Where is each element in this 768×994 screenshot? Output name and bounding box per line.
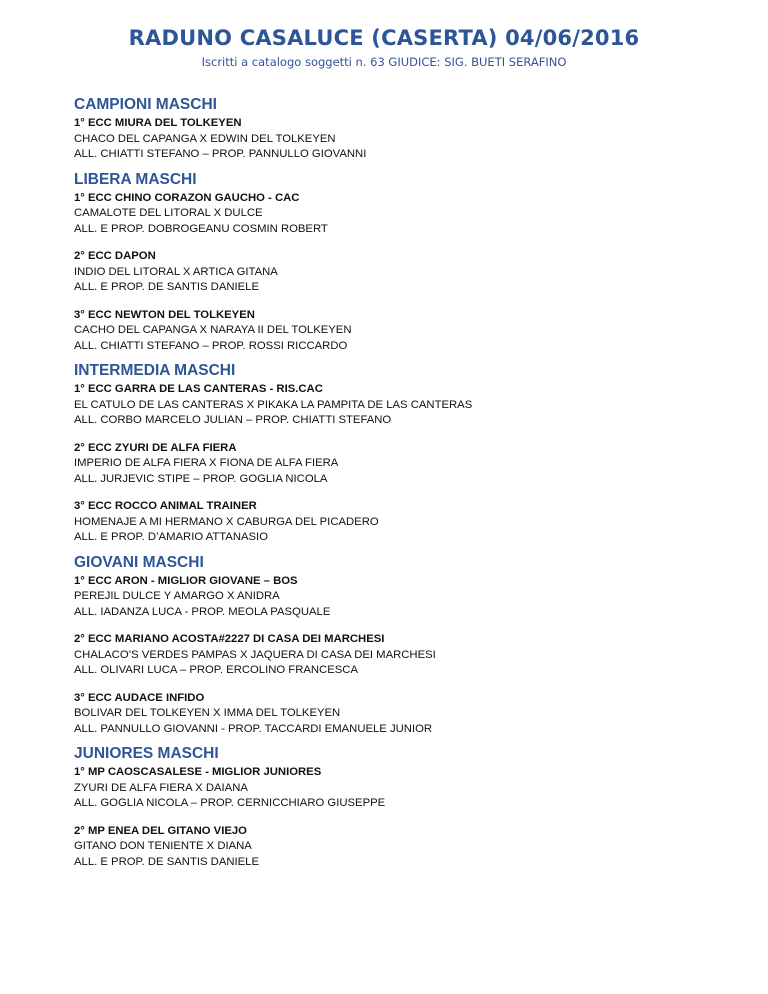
owner-line: ALL. E PROP. DOBROGEANU COSMIN ROBERT	[74, 222, 328, 235]
award-line: 1° ECC GARRA DE LAS CANTERAS - RIS.CAC	[74, 383, 323, 395]
parents-line: CHACO DEL CAPANGA X EDWIN DEL TOLKEYEN	[74, 132, 336, 145]
page-subtitle: Iscritti a catalogo soggetti n. 63 GIUDICE: SIG. BUETI SERAFINO	[201, 55, 567, 69]
section-title: LIBERA MASCHI	[74, 170, 197, 188]
award-line: 2° ECC ZYURI DE ALFA FIERA	[74, 441, 237, 454]
results-list	[74, 96, 754, 878]
page-title: RADUNO CASALUCE (CASERTA) 04/06/2016	[128, 26, 640, 50]
award-line: 1° MP CAOSCASALESE - MIGLIOR JUNIORES	[74, 766, 322, 778]
parents-line: GITANO DON TENIENTE X DIANA	[74, 840, 252, 852]
award-line: 2° ECC DAPON	[74, 250, 156, 262]
parents-line: ZYURI DE ALFA FIERA X DAIANA	[74, 781, 248, 794]
owner-line: ALL. E PROP. DE SANTIS DANIELE	[74, 855, 260, 868]
parents-line: IMPERIO DE ALFA FIERA X FIONA DE ALFA FIERA	[74, 457, 339, 469]
award-line: 2° ECC MARIANO ACOSTA#2227 DI CASA DEI MARCHESI	[74, 633, 385, 645]
award-line: 3° ECC NEWTON DEL TOLKEYEN	[74, 308, 255, 321]
list-item	[74, 382, 754, 429]
list-item	[74, 765, 754, 812]
owner-line: ALL. IADANZA LUCA - PROP. MEOLA PASQUALE	[74, 605, 331, 618]
parents-line: CHALACO’S VERDES PAMPAS X JAQUERA DI CASA DEI MARCHESI	[74, 648, 436, 661]
award-line: 1° ECC MIURA DEL TOLKEYEN	[74, 117, 242, 129]
section-juniores-maschi	[74, 745, 754, 870]
parents-line: PEREJIL DULCE Y AMARGO X ANIDRA	[74, 590, 280, 602]
list-item	[74, 499, 754, 546]
parents-line: CACHO DEL CAPANGA X NARAYA II DEL TOLKEYEN	[74, 324, 352, 336]
owner-line: ALL. OLIVARI LUCA – PROP. ERCOLINO FRANCESCA	[74, 664, 358, 676]
parents-line: INDIO DEL LITORAL X ARTICA GITANA	[74, 265, 278, 278]
owner-line: ALL. GOGLIA NICOLA – PROP. CERNICCHIARO GIUSEPPE	[74, 797, 386, 809]
owner-line: ALL. E PROP. D’AMARIO ATTANASIO	[74, 531, 268, 543]
parents-line: CAMALOTE DEL LITORAL X DULCE	[74, 207, 263, 219]
section-intermedia-maschi	[74, 362, 754, 546]
parents-line: HOMENAJE A MI HERMANO X CABURGA DEL PICADERO	[74, 515, 379, 528]
section-title: INTERMEDIA MASCHI	[74, 362, 236, 379]
owner-line: ALL. JURJEVIC STIPE – PROP. GOGLIA NICOLA	[74, 472, 328, 485]
award-line: 3° ECC ROCCO ANIMAL TRAINER	[74, 500, 257, 512]
list-item	[74, 191, 754, 238]
list-item	[74, 574, 754, 621]
award-line: 1° ECC CHINO CORAZON GAUCHO - CAC	[74, 191, 300, 204]
section-title: JUNIORES MASCHI	[74, 745, 219, 762]
award-line: 1° ECC ARON - MIGLIOR GIOVANE – BOS	[74, 574, 298, 587]
section-title: GIOVANI MASCHI	[74, 553, 204, 571]
section-title: CAMPIONI MASCHI	[74, 96, 217, 113]
list-item	[74, 308, 754, 355]
award-line: 3° ECC AUDACE INFIDO	[74, 691, 205, 704]
owner-line: ALL. CORBO MARCELO JULIAN – PROP. CHIATTI STEFANO	[74, 414, 392, 426]
list-item	[74, 116, 754, 163]
list-item	[74, 441, 754, 488]
owner-line: ALL. E PROP. DE SANTIS DANIELE	[74, 281, 260, 293]
owner-line: ALL. CHIATTI STEFANO – PROP. PANNULLO GIOVANNI	[74, 148, 367, 160]
list-item	[74, 632, 754, 679]
section-campioni-maschi	[74, 96, 754, 163]
owner-line: ALL. CHIATTI STEFANO – PROP. ROSSI RICCARDO	[74, 339, 348, 352]
section-giovani-maschi	[74, 554, 754, 738]
list-item	[74, 249, 754, 296]
parents-line: EL CATULO DE LAS CANTERAS X PIKAKA LA PAMPITA DE LAS CANTERAS	[74, 398, 473, 411]
award-line: 2° MP ENEA DEL GITANO VIEJO	[74, 824, 247, 837]
parents-line: BOLIVAR DEL TOLKEYEN X IMMA DEL TOLKEYEN	[74, 707, 341, 719]
section-libera-maschi	[74, 171, 754, 355]
list-item	[74, 824, 754, 871]
list-item	[74, 691, 754, 738]
owner-line: ALL. PANNULLO GIOVANNI - PROP. TACCARDI EMANUELE JUNIOR	[74, 722, 433, 735]
